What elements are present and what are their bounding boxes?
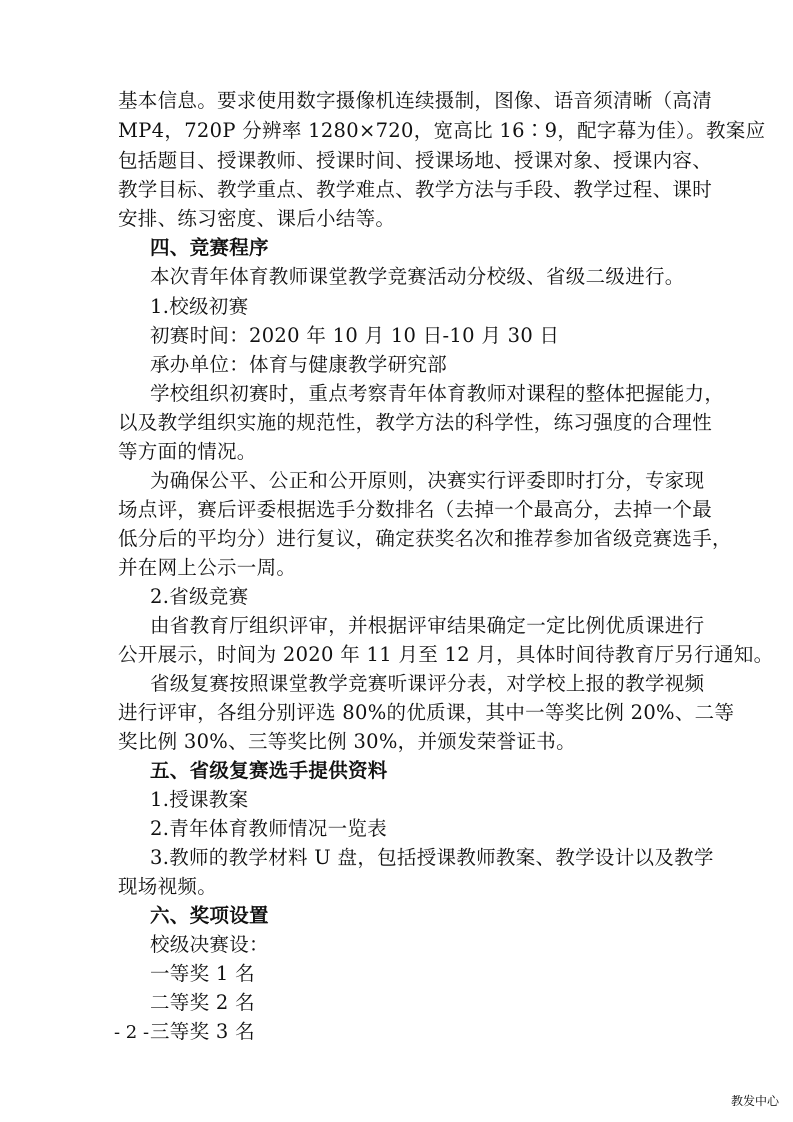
body-text-line: 公开展示，时间为 2020 年 11 月至 12 月，具体时间待教育厅另行通知。 [118, 643, 774, 666]
body-text-line: 奖比例 30%、三等奖比例 30%，并颁发荣誉证书。 [118, 730, 576, 753]
body-text-line: 包括题目、授课教师、授课时间、授课场地、授课对象、授课内容、 [118, 149, 713, 172]
body-text-line: 基本信息。要求使用数字摄像机连续摄制，图像、语音须清晰（高清 [118, 89, 713, 112]
section-heading-competition-procedure: 四、竞赛程序 [150, 236, 269, 259]
page-number: - 2 - [114, 1022, 150, 1043]
body-text-line: 现场视频。 [118, 875, 218, 898]
section-heading-awards: 六、奖项设置 [150, 904, 269, 927]
award-item: 二等奖 2 名 [150, 991, 255, 1014]
body-text-line: 承办单位：体育与健康教学研究部 [150, 353, 448, 376]
body-text-line: 教学目标、教学重点、教学难点、教学方法与手段、教学过程、课时 [118, 178, 713, 201]
body-text-line: 低分后的平均分）进行复议，确定获奖名次和推荐参加省级竞赛选手， [118, 527, 732, 550]
watermark-text: 教发中心 [731, 1094, 780, 1108]
award-item: 一等奖 1 名 [150, 962, 255, 985]
body-text-line: 省级复赛按照课堂教学竞赛听课评分表，对学校上报的教学视频 [150, 672, 705, 695]
subsection-title: 2.省级竞赛 [150, 585, 249, 608]
body-text-line: 学校组织初赛时，重点考察青年体育教师对课程的整体把握能力， [150, 382, 725, 405]
body-text-line: MP4，720P 分辨率 1280×720，宽高比 16∶9，配字幕为佳）。教案应 [118, 119, 766, 142]
body-text-line: 本次青年体育教师课堂教学竞赛活动分校级、省级二级进行。 [150, 265, 685, 288]
list-item: 2.青年体育教师情况一览表 [150, 817, 388, 840]
body-text-line: 校级决赛设： [150, 933, 269, 956]
body-text-line: 进行评审，各组分别评选 80%的优质课，其中一等奖比例 20%、二等 [118, 701, 735, 724]
award-item: 三等奖 3 名 [150, 1020, 255, 1043]
section-heading-materials: 五、省级复赛选手提供资料 [150, 759, 388, 782]
body-text-line: 初赛时间：2020 年 10 月 10 日-10 月 30 日 [150, 324, 560, 347]
body-text-line: 以及教学组织实施的规范性，教学方法的科学性，练习强度的合理性 [118, 411, 713, 434]
list-item: 3.教师的教学材料 U 盘，包括授课教师教案、教学设计以及教学 [150, 846, 714, 869]
subsection-title: 1.校级初赛 [150, 295, 249, 318]
body-text-line: 场点评，赛后评委根据选手分数排名（去掉一个最高分，去掉一个最 [118, 498, 713, 521]
list-item: 1.授课教案 [150, 788, 249, 811]
body-text-line: 并在网上公示一周。 [118, 556, 297, 579]
body-text-line: 为确保公平、公正和公开原则，决赛实行评委即时打分，专家现 [150, 469, 705, 492]
body-text-line: 由省教育厅组织评审，并根据评审结果确定一定比例优质课进行 [150, 614, 705, 637]
body-text-line: 安排、练习密度、课后小结等。 [118, 207, 396, 230]
body-text-line: 等方面的情况。 [118, 440, 257, 463]
